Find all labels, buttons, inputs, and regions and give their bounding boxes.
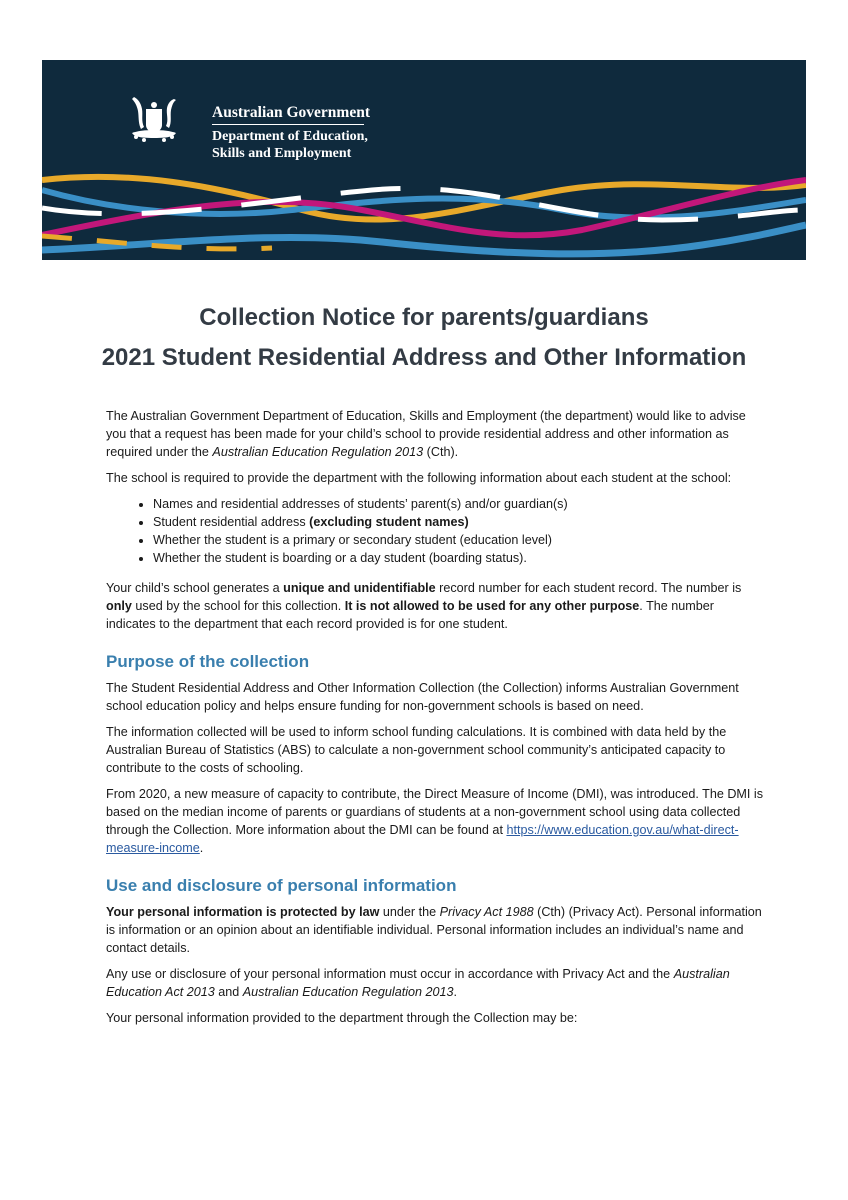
text: (Cth) (Privacy Act). Personal information is information or an opinion about an identifiable individual. Personal information includes an individual’s name and contact details. [106, 905, 762, 955]
purpose-paragraph-1: The Student Residential Address and Other Information Collection (the Collection) informs Australian Government school education policy and helps ensure funding for non-government schools is based on need. [106, 681, 739, 713]
dmi-link[interactable]: https://www.education.gov.au/what-direct-measure-income [106, 823, 739, 855]
department-line-2: Skills and Employment [212, 146, 352, 161]
government-name: Australian Government [212, 104, 371, 121]
divider [212, 124, 364, 125]
list-item: • Whether the student is a primary or secondary student (education level) [153, 531, 766, 549]
text: From 2020, a new measure of capacity to contribute, the Direct Measure of Income (DMI), was introduced. The DMI is based on the median income of parents or guardians of students at a non-government school using data collected through the Collection. More information about the DMI can be found at [106, 787, 764, 837]
header-banner [42, 60, 806, 260]
emphasis: It is not allowed to be used for any other purpose [344, 599, 640, 613]
text: used by the school for this collection. [131, 599, 345, 613]
emphasis: Your personal information is protected by law [106, 905, 380, 919]
intro-paragraph-1 [106, 407, 766, 461]
emphasis: only [106, 599, 132, 613]
text: Student residential address [153, 515, 310, 529]
text: (Cth). [423, 445, 459, 459]
text: . The number indicates to the department that each record provided is for one student. [106, 599, 714, 631]
text: . [199, 841, 204, 855]
purpose-paragraph-3 [106, 785, 766, 857]
emphasis: (excluding student names) [309, 515, 469, 529]
coat-of-arms-logo [128, 87, 180, 145]
act-name: Privacy Act 1988 [439, 905, 534, 919]
intro-paragraph-3 [106, 579, 766, 633]
information-list [106, 495, 766, 567]
text: . [453, 985, 458, 999]
department-line-1: Department of Education, [212, 129, 368, 144]
section-heading-use-disclosure: Use and disclosure of personal information [106, 876, 457, 895]
list-item: • Names and residential addresses of students’ parent(s) and/or guardian(s) [153, 495, 766, 513]
use-paragraph-1 [106, 903, 766, 957]
text: Any use or disclosure of your personal information must occur in accordance with Privacy Act and the [106, 967, 674, 981]
document-title: Collection Notice for parents/guardians [199, 304, 649, 331]
list-item: • Whether the student is boarding or a day student (boarding status). [153, 549, 766, 567]
emphasis: unique and unidentifiable [283, 581, 436, 595]
document-subtitle: 2021 Student Residential Address and Other Information [101, 344, 747, 371]
intro-paragraph-2: The school is required to provide the department with the following information about each student at the school: [106, 471, 732, 485]
text: under the [379, 905, 440, 919]
purpose-paragraph-2: The information collected will be used to inform school funding calculations. It is combined with data held by the Australian Bureau of Statistics (ABS) to calculate a non-government school community’s anticipated capacity to contribute to the costs of schooling. [106, 725, 727, 775]
regulation-name: Australian Education Regulation 2013 [212, 445, 424, 459]
text: and [214, 985, 243, 999]
section-heading-purpose: Purpose of the collection [106, 652, 310, 671]
act-name: Australian Education Act 2013 [106, 967, 730, 999]
use-paragraph-2 [106, 965, 766, 1001]
document-body [106, 407, 766, 1035]
use-paragraph-3: Your personal information provided to the department through the Collection may be: [106, 1011, 578, 1025]
list-item [153, 513, 766, 531]
regulation-name: Australian Education Regulation 2013 [242, 985, 454, 999]
text: Your child’s school generates a [106, 581, 284, 595]
text: record number for each student record. The number is [435, 581, 742, 595]
department-name [212, 128, 368, 162]
text: The Australian Government Department of Education, Skills and Employment (the department) would like to advise you that a request has been made for your child’s school to provide residential address and other information as required under the [106, 409, 746, 459]
